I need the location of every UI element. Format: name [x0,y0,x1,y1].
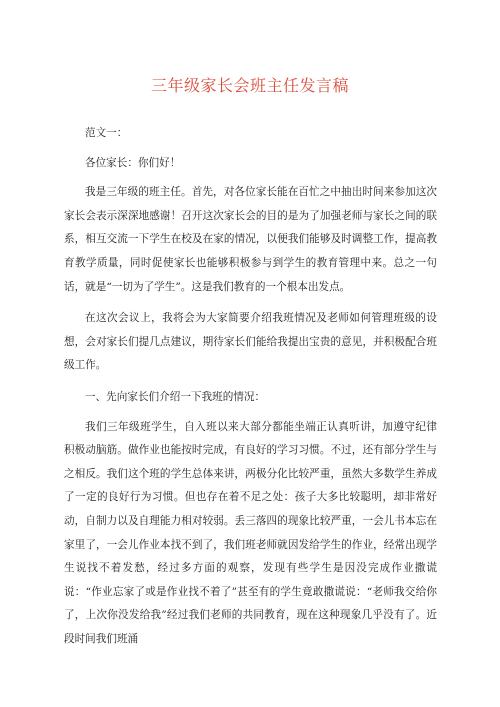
paragraph-greeting: 各位家长：你们好！ [85,156,181,169]
paragraph-class-situation: 我们三年级班学生，自入班以来大部分都能坐端正认真听讲，加遵守纪律 积极动脑筋。做作业也能按时完成，有良好的学习习惯。不过，还有部分学生与之相反。我们这个班的学生总体来讲，两极分化比较严重，虽然大多数学生养成了一定的良好行为习惯。但也存在着不足之处：孩子大多比较聪明，却非常好动，自制力以及自理能力相对较弱。丢三落四的现象比较严重，一会儿书本忘在家里了，一会儿作业本找不到了，我们班老师就因发给学生的作业，经常出现学生说找不着发愁，经过多方面的观察，发现有些学生是因没完成作业撒谎说：“作业忘家了或是作业找不着了”甚至有的学生竟敢撒谎说：“老师我交给你了，上次你没发给我”经过我们老师的共同教育，现在这种现象几乎没有了。近段时间我们班涌 [64,420,437,645]
paragraph-introduction: 我是三年级的班主任。首先，对各位家长能在百忙之中抽出时间来参加这次家长会表示深深地感谢！召开这次家长会的目的是为了加强老师与家长之间的联系，相互交流一下学生在校及在家的情况，以便我们能够及时调整工作，提高教育教学质量，同时促使家长也能够积极参与到学生的教育管理中来。总之一句话，就是“一切为了学生”。这是我们教育的一个根本出发点。 [64,186,437,293]
paragraph-meeting-plan: 在这次会议上，我将会为大家简要介绍我班情况及老师如何管理班级的设想，会对家长们提几点建议，期待家长们能给我提出宝贵的意见，并积极配合班级工作。 [64,312,437,372]
document-body [64,122,437,659]
paragraph-section-heading: 一、先向家长们介绍一下我班的情况： [85,390,266,403]
paragraph-sample-label: 范文一： [85,127,128,139]
document-title: 三年级家长会班主任发言稿 [150,76,349,95]
